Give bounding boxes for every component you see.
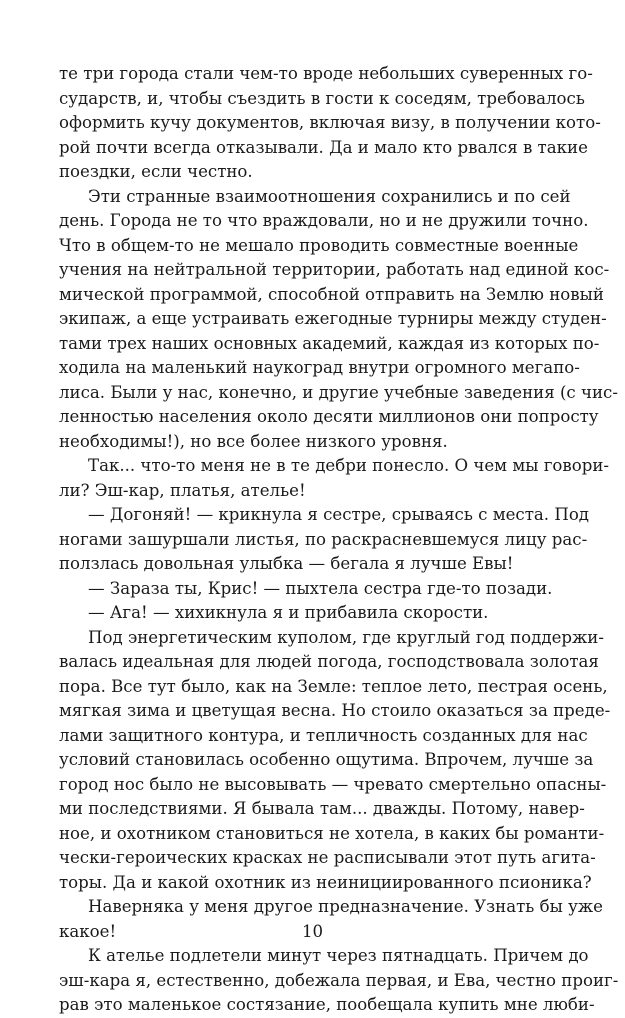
text-line: Эти странные взаимоотношения сохранились и по сей xyxy=(88,186,571,206)
page-number: 10 xyxy=(301,922,324,941)
text-line: учения на нейтральной территории, работать над единой кос- xyxy=(59,260,610,279)
text-line: необходимы!), но все более низкого уровня. xyxy=(59,431,448,451)
text-line: город нос было не высовывать — чревато смертельно опасны- xyxy=(59,774,607,794)
text-line: Наверняка у меня другое предназначение. Узнать бы уже xyxy=(88,897,603,916)
text-line: оформить кучу документов, включая визу, в получении кото- xyxy=(59,113,601,132)
text-line: ли? Эш-кар, платья, ателье! xyxy=(59,480,306,500)
text-line: ползлась довольная улыбка — бегала я лучше Евы! xyxy=(59,554,514,573)
text-line: ногами зашуршали листья, по раскрасневшемуся лицу рас- xyxy=(59,529,588,549)
text-line: эш-кара я, естественно, добежала первая, и Ева, честно проиг- xyxy=(59,970,619,990)
text-line: день. Города не то что враждовали, но и не дружили точно. xyxy=(59,211,589,230)
text-line: лами защитного контура, и тепличность созданных для нас xyxy=(59,725,588,745)
text-line: мической программой, способной отправить на Землю новый xyxy=(59,284,604,304)
text-line: Что в общем-то не мешало проводить совместные военные xyxy=(59,235,579,255)
text-line: чески-героических красках не расписывали этот путь агита- xyxy=(59,848,596,867)
text-line: экипаж, а еще устраивать ежегодные турниры между студен- xyxy=(59,309,607,328)
text-line: валась идеальная для людей погода, господствовала золотая xyxy=(59,652,599,671)
text-line: пора. Все тут было, как на Земле: теплое лето, пестрая осень, xyxy=(59,676,608,696)
text-line: какое! xyxy=(59,921,117,941)
text-line: — Зараза ты, Крис! — пыхтела сестра где-то позади. xyxy=(88,578,553,598)
text-line: те три города стали чем-то вроде небольших суверенных го- xyxy=(59,64,593,83)
body-text xyxy=(59,62,619,1018)
text-line: — Догоняй! — крикнула я сестре, срываясь с места. Под xyxy=(88,505,590,524)
text-line: ное, и охотником становиться не хотела, в каких бы романти- xyxy=(59,823,605,843)
text-line: поездки, если честно. xyxy=(59,162,253,181)
text-line: ходила на маленький наукоград внутри огромного мегапо- xyxy=(59,358,580,377)
text-line: торы. Да и какой охотник из неинициированного псионика? xyxy=(59,872,592,892)
text-line: условий становилась особенно ощутима. Впрочем, лучше за xyxy=(59,750,594,769)
text-line: рой почти всегда отказывали. Да и мало кто рвался в такие xyxy=(59,137,588,157)
text-line: Так... что-то меня не в те дебри понесло. О чем мы говори- xyxy=(88,456,610,475)
text-line: ленностью населения около десяти миллионов они попросту xyxy=(59,407,599,426)
text-line: К ателье подлетели минут через пятнадцать. Причем до xyxy=(88,946,589,965)
text-line: ми последствиями. Я бывала там... дважды. Потому, навер- xyxy=(59,799,585,818)
text-line: сударств, и, чтобы съездить в гости к соседям, требовалось xyxy=(59,88,585,108)
text-line: тами трех наших основных академий, каждая из которых по- xyxy=(59,333,600,353)
text-line: Под энергетическим куполом, где круглый год поддержи- xyxy=(88,627,604,647)
text-line: мягкая зима и цветущая весна. Но стоило оказаться за преде- xyxy=(59,701,611,720)
text-line: — Ага! — хихикнула я и прибавила скорости. xyxy=(88,603,489,622)
text-line: лиса. Были у нас, конечно, и другие учебные заведения (с чис- xyxy=(59,382,618,402)
text-line: рав это маленькое состязание, пообещала купить мне люби- xyxy=(59,995,595,1014)
